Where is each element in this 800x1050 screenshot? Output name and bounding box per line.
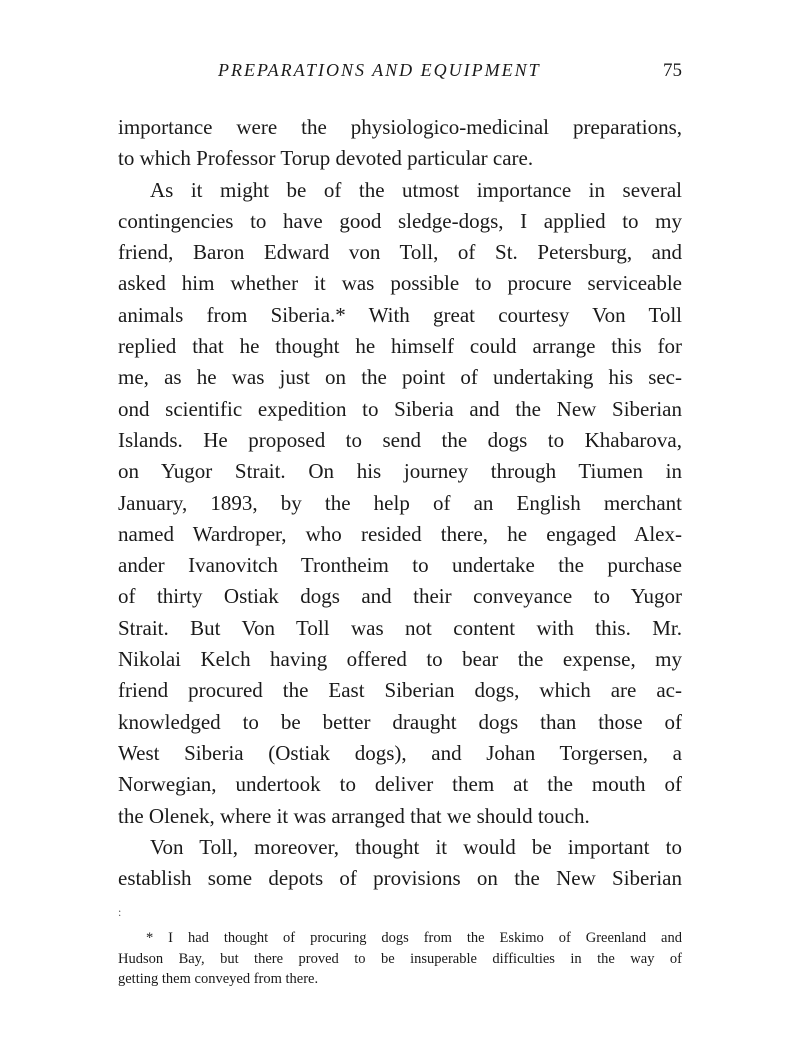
text-line: establish some depots of provisions on the New Siberian — [118, 866, 682, 891]
text-line: on Yugor Strait. On his journey through Tiumen in — [118, 459, 682, 484]
text-line: to which Professor Torup devoted particular care. — [118, 146, 534, 171]
text-line: the Olenek, where it was arranged that we should touch. — [118, 803, 590, 828]
text-line: ond scientific expedition to Siberia and the New Siberian — [118, 396, 682, 421]
running-title: PREPARATIONS AND EQUIPMENT — [218, 60, 541, 80]
text-line: contingencies to have good sledge-dogs, I applied to my — [118, 208, 682, 233]
footnote-line: * I had thought of procuring dogs from the Eskimo of Greenland and — [146, 930, 682, 946]
text-line: As it might be of the utmost importance in several — [150, 177, 682, 202]
text-line: of thirty Ostiak dogs and their conveyance to Yugor — [118, 584, 682, 609]
text-line: Islands. He proposed to send the dogs to Khabarova, — [118, 427, 682, 452]
text-line: Nikolai Kelch having offered to bear the expense, my — [118, 647, 682, 672]
text-line: importance were the physiologico-medicinal preparations, — [118, 115, 682, 139]
text-line: friend procured the East Siberian dogs, which are ac- — [118, 678, 682, 703]
text-line: me, as he was just on the point of undertaking his sec- — [118, 365, 682, 390]
text-line: ander Ivanovitch Trontheim to undertake the purchase — [118, 553, 682, 578]
footnote — [118, 928, 682, 990]
footnote-separator-mark: : — [118, 905, 122, 919]
text-line: named Wardroper, who resided there, he engaged Alex- — [118, 521, 682, 546]
footnote-line: Hudson Bay, but there proved to be insuperable difficulties in the way of — [118, 950, 682, 967]
text-line: knowledged to be better draught dogs than those of — [118, 709, 682, 734]
text-line: Norwegian, undertook to deliver them at the mouth of — [118, 772, 682, 797]
text-line: West Siberia (Ostiak dogs), and Johan Torgersen, a — [118, 740, 682, 765]
text-line: asked him whether it was possible to procure serviceable — [118, 271, 682, 296]
text-line: replied that he thought he himself could arrange this for — [118, 334, 682, 359]
text-line: friend, Baron Edward von Toll, of St. Petersburg, and — [118, 240, 682, 265]
text-line: January, 1893, by the help of an English merchant — [118, 490, 682, 515]
text-line: Von Toll, moreover, thought it would be important to — [150, 834, 682, 859]
body-text — [118, 112, 682, 894]
footnote-line: getting them conveyed from there. — [118, 971, 319, 987]
text-line: Strait. But Von Toll was not content with this. Mr. — [118, 615, 682, 640]
running-head — [118, 60, 682, 86]
text-line: animals from Siberia.* With great courtesy Von Toll — [118, 302, 682, 327]
page-number: 75 — [663, 60, 682, 81]
